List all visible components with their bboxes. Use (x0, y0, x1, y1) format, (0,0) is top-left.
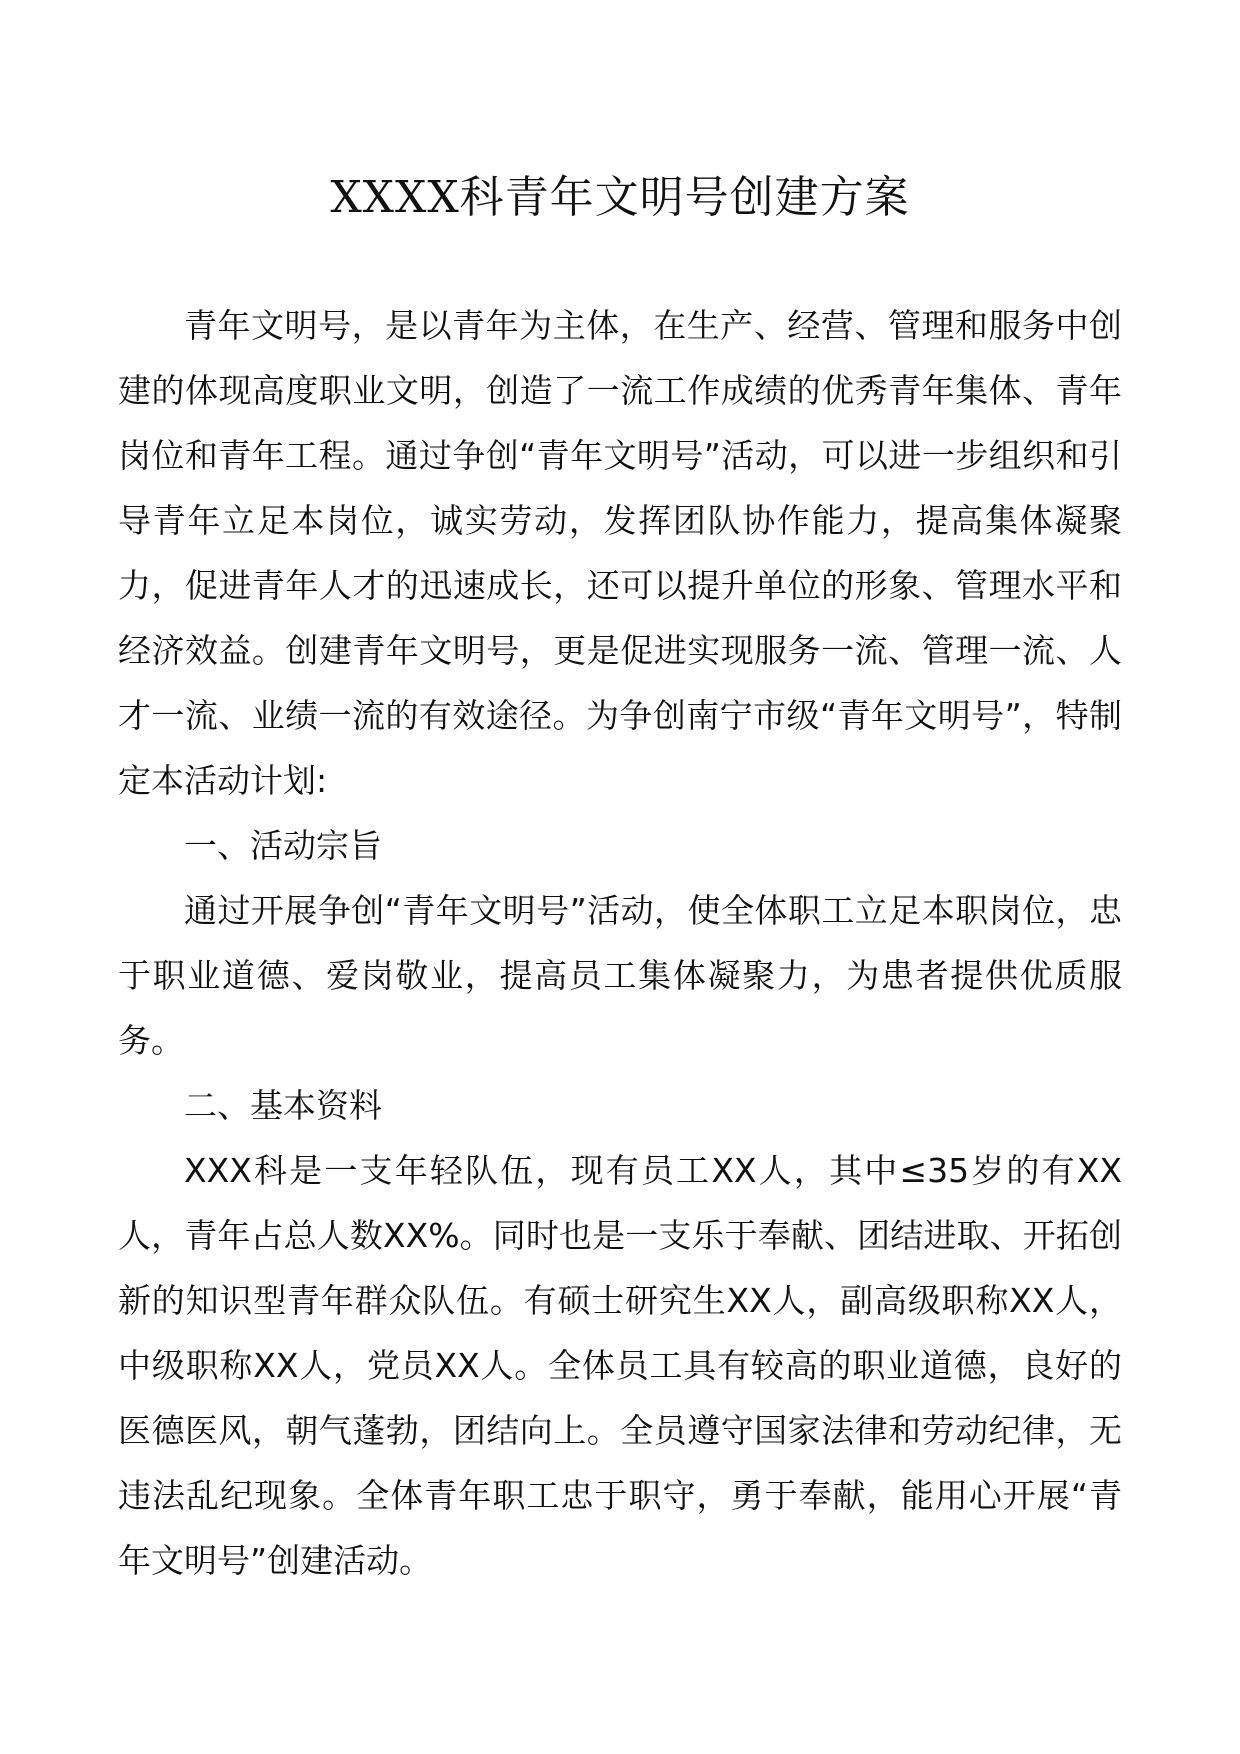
section-heading-basic-info: 二、基本资料 (184, 1086, 382, 1125)
document-title: XXXX科青年文明号创建方案 (330, 172, 910, 223)
purpose-paragraph: 通过开展争创“青年文明号”活动，使全体职工立足本职岗位，忠于职业道德、爱岗敬业，提高员工集体凝聚力，为患者提供优质服务。 (118, 891, 1122, 1060)
basic-info-paragraph: XXX科是一支年轻队伍，现有员工XX人，其中≤35岁的有XX人，青年占总人数XX%。同时也是一支乐于奉献、团结进取、开拓创新的知识型青年群众队伍。有硕士研究生XX人，副高级职称XX人，中级职称XX人，党员XX人。全体员工具有较高的职业道德，良好的医德医风，朝气蓬勃，团结向上。全员遵守国家法律和劳动纪律，无违法乱纪现象。全体青年职工忠于职守，勇于奉献，能用心开展“青年文明号”创建活动。 (118, 1151, 1122, 1580)
section-heading-purpose: 一、活动宗旨 (184, 826, 382, 865)
document-body (118, 293, 1122, 1593)
intro-paragraph: 青年文明号，是以青年为主体，在生产、经营、管理和服务中创建的体现高度职业文明，创造了一流工作成绩的优秀青年集体、青年岗位和青年工程。通过争创“青年文明号”活动，可以进一步组织和引导青年立足本岗位，诚实劳动，发挥团队协作能力，提高集体凝聚力，促进青年人才的迅速成长，还可以提升单位的形象、管理水平和经济效益。创建青年文明号，更是促进实现服务一流、管理一流、人才一流、业绩一流的有效途径。为争创南宁市级“青年文明号”，特制定本活动计划: (118, 306, 1122, 800)
